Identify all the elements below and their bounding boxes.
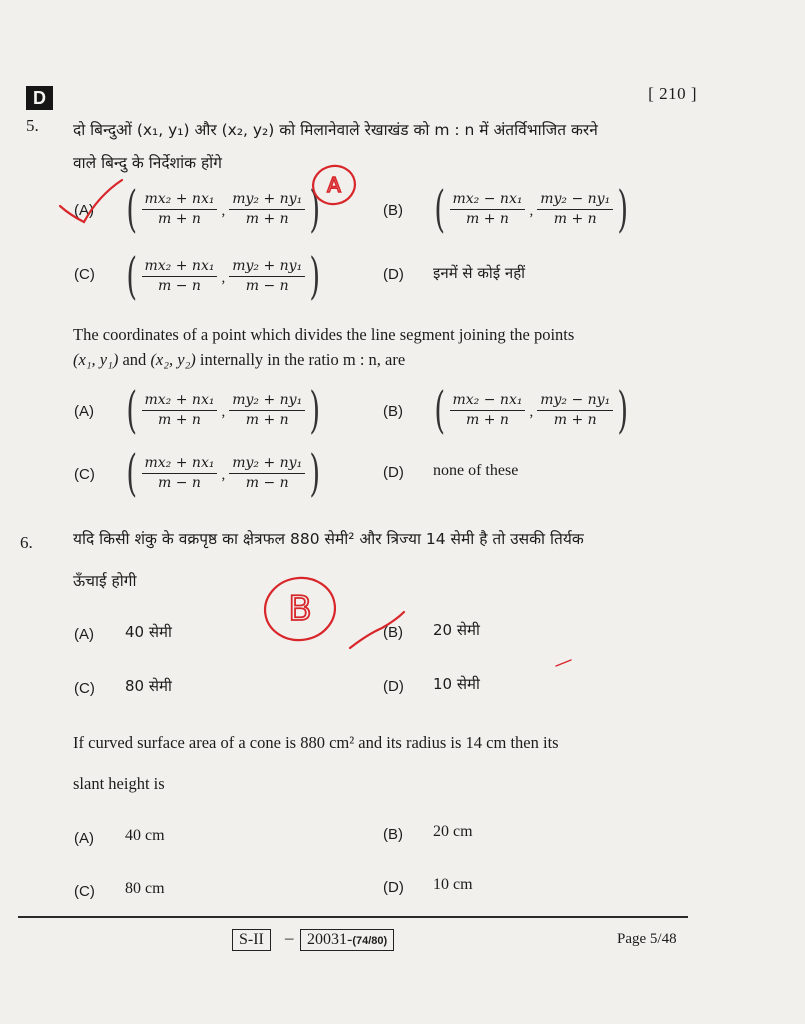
q5-hi-option-a-label[interactable]: (A) (74, 202, 94, 219)
page-number: Page 5/48 (617, 931, 677, 947)
question-5-english-line-1: The coordinates of a point which divides the line segment joining the points (73, 325, 575, 344)
q5-en-option-a-label[interactable]: (A) (74, 403, 94, 420)
q6-hi-option-a-label[interactable]: (A) (74, 626, 94, 643)
set-badge: D (26, 86, 53, 110)
page-code: [ 210 ] (648, 84, 697, 103)
question-6-number: 6. (20, 533, 33, 552)
q5-en-option-a-formula: ( $\frac{\text{mx₂ + nx₁}}{m + n}$ , $\frac{\text{my₂ + ny₁}}{m + n}$ ) (126, 381, 321, 439)
q6-en-option-d-label[interactable]: (D) (383, 879, 404, 896)
question-5-number: 5. (26, 116, 39, 135)
q5-en-option-c-formula: ( $\frac{\text{mx₂ + nx₁}}{m - n}$ , $\frac{\text{my₂ + ny₁}}{m - n}$ ) (126, 444, 321, 502)
question-6-hindi-line-2: ऊँचाई होगी (73, 572, 137, 590)
question-6-hindi-line-1: यदि किसी शंकु के वक्रपृष्ठ का क्षेत्रफल 880 सेमी² और त्रिज्या 14 सेमी है तो उसकी तिर्यक (73, 530, 584, 548)
footer-divider (18, 916, 688, 918)
q6-hi-option-d-label[interactable]: (D) (383, 678, 404, 695)
q6-en-option-b-text: 20 cm (433, 823, 473, 840)
footer-series-box: S-II (232, 929, 271, 951)
q6-en-option-d-text: 10 cm (433, 876, 473, 893)
svg-text:B: B (288, 589, 312, 629)
q5-en-option-d-label[interactable]: (D) (383, 464, 404, 481)
question-5-hindi-line-2: वाले बिन्दु के निर्देशांक होंगे (73, 154, 222, 172)
footer-code-box: 20031-(74/80) (300, 929, 394, 951)
q5-hi-option-d-label[interactable]: (D) (383, 266, 404, 283)
question-5-hindi-line-1: दो बिन्दुओं (x₁, y₁) और (x₂, y₂) को मिलानेवाले रेखाखंड को m : n में अंतर्विभाजित करने (73, 121, 598, 139)
question-5-english-line-2: (x₁, y₁) and (x₂, y₂) internally in the ratio m : n, are (73, 350, 406, 369)
q6-en-option-b-label[interactable]: (B) (383, 826, 403, 843)
q6-hi-option-b-label[interactable]: (B) (383, 624, 403, 641)
q6-en-option-c-label[interactable]: (C) (74, 883, 95, 900)
q5-en-option-b-formula: ( $\frac{\text{mx₂ − nx₁}}{m + n}$ , $\frac{\text{my₂ − ny₁}}{m + n}$ ) (434, 381, 629, 439)
svg-text:A: A (327, 173, 341, 197)
q6-en-option-a-text: 40 cm (125, 827, 165, 844)
q6-stray-mark (556, 660, 571, 666)
q6-hi-option-c-text: 80 सेमी (125, 677, 172, 695)
q5-hi-option-c-label[interactable]: (C) (74, 266, 95, 283)
footer-dash: – (285, 928, 294, 947)
q6-hi-option-c-label[interactable]: (C) (74, 680, 95, 697)
question-6-english-line-1: If curved surface area of a cone is 880 cm² and its radius is 14 cm then its (73, 733, 559, 752)
q6-hi-option-a-text: 40 सेमी (125, 623, 172, 641)
open-paren: ( (126, 180, 138, 238)
q6-circled-answer (261, 573, 339, 644)
q5-hi-option-a-formula: ( $\frac{\text{mx₂ + nx₁}}{m + n}$ , $\frac{\text{my₂ + ny₁}}{m + n}$ ) (126, 180, 321, 238)
fraction: $\frac{\text{my₂ + ny₁}}{m + n}$ (229, 191, 305, 227)
q5-en-option-b-label[interactable]: (B) (383, 403, 403, 420)
q6-en-option-a-label[interactable]: (A) (74, 830, 94, 847)
question-6-english-line-2: slant height is (73, 774, 165, 793)
q6-hi-option-d-text: 10 सेमी (433, 675, 480, 693)
q6-en-option-c-text: 80 cm (125, 880, 165, 897)
q5-en-option-c-label[interactable]: (C) (74, 466, 95, 483)
q5-hi-option-b-formula: ( $\frac{\text{mx₂ − nx₁}}{m + n}$ , $\frac{\text{my₂ − ny₁}}{m + n}$ ) (434, 180, 629, 238)
close-paren: ) (309, 180, 321, 238)
q5-en-option-d-text: none of these (433, 462, 519, 479)
q5-hi-option-d-text: इनमें से कोई नहीं (433, 264, 526, 282)
q5-hi-option-c-formula: ( $\frac{\text{mx₂ + nx₁}}{m - n}$ , $\frac{\text{my₂ + ny₁}}{m - n}$ ) (126, 247, 321, 305)
fraction: $\frac{\text{mx₂ + nx₁}}{m + n}$ (142, 191, 218, 227)
q6-hi-option-b-text: 20 सेमी (433, 621, 480, 639)
q5-hi-option-b-label[interactable]: (B) (383, 202, 403, 219)
